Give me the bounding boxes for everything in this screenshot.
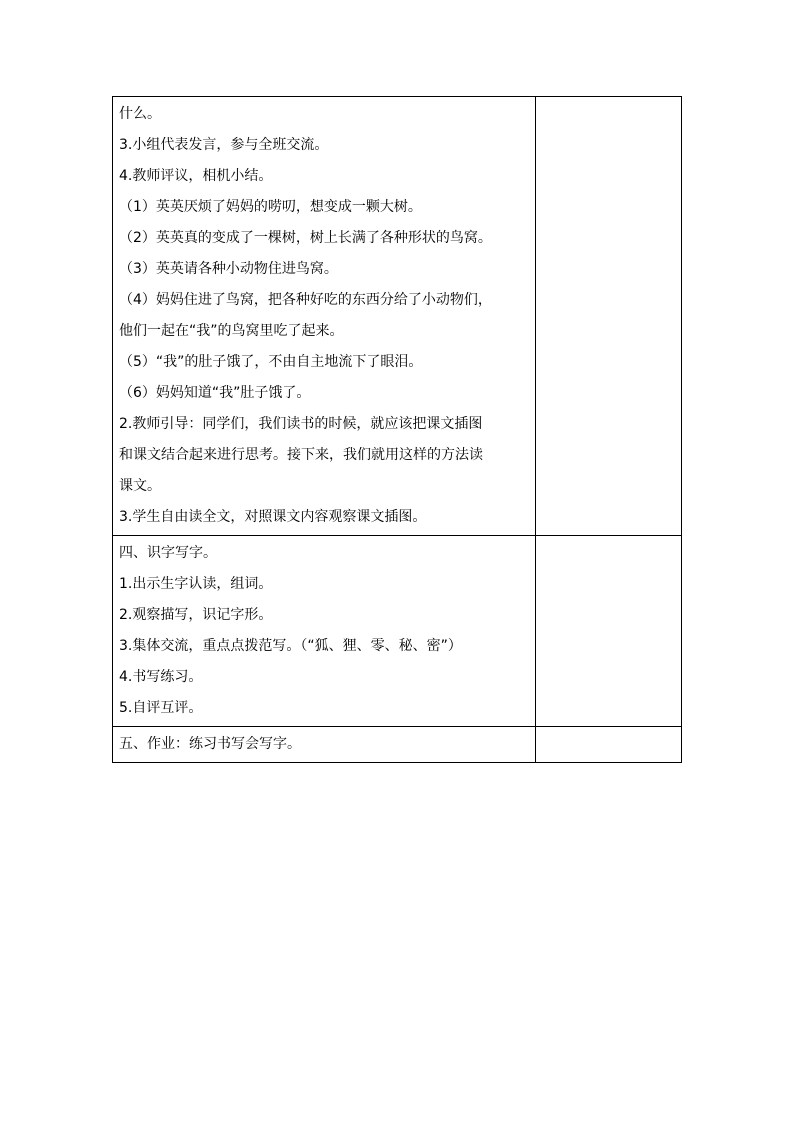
main-cell (113, 727, 536, 763)
notes-cell (536, 536, 682, 727)
section-heading: 五、作业：练习书写会写字。 (119, 736, 301, 752)
text-line: （4）妈妈住进了鸟窝，把各种好吃的东西分给了小动物们， (119, 292, 492, 308)
text-line: 和课文结合起来进行思考。接下来，我们就用这样的方法读 (119, 447, 483, 463)
text-line: 2.教师引导：同学们，我们读书的时候，就应该把课文插图 (119, 416, 483, 432)
text-line: 课文。 (119, 478, 161, 494)
text-line: 3.集体交流，重点点拨范写。（“狐、狸、零、秘、密”） (119, 638, 462, 654)
text-line: （6）妈妈知道“我”肚子饿了。 (119, 385, 311, 401)
text-line: （1）英英厌烦了妈妈的唠叨，想变成一颗大树。 (119, 199, 422, 215)
text-line: （2）英英真的变成了一棵树，树上长满了各种形状的鸟窝。 (119, 230, 492, 246)
lesson-plan-table (112, 96, 682, 763)
notes-cell (536, 97, 682, 536)
table-row (113, 536, 682, 727)
text-line: （5）“我”的肚子饿了，不由自主地流下了眼泪。 (119, 354, 423, 370)
text-line: 他们一起在“我”的鸟窝里吃了起来。 (119, 323, 344, 339)
text-line: 什么。 (119, 106, 161, 122)
text-line: 4.书写练习。 (119, 669, 203, 685)
section-heading: 四、识字写字。 (119, 545, 217, 561)
text-line: 4.教师评议，相机小结。 (119, 168, 273, 184)
table-row (113, 727, 682, 763)
main-cell (113, 536, 536, 727)
notes-cell (536, 727, 682, 763)
text-line: 5.自评互评。 (119, 700, 203, 716)
text-line: 2.观察描写，识记字形。 (119, 607, 273, 623)
text-line: 1.出示生字认读，组词。 (119, 576, 273, 592)
main-cell (113, 97, 536, 536)
text-line: 3.小组代表发言，参与全班交流。 (119, 137, 329, 153)
text-line: （3）英英请各种小动物住进鸟窝。 (119, 261, 338, 277)
table-row (113, 97, 682, 536)
text-line: 3.学生自由读全文，对照课文内容观察课文插图。 (119, 509, 427, 525)
